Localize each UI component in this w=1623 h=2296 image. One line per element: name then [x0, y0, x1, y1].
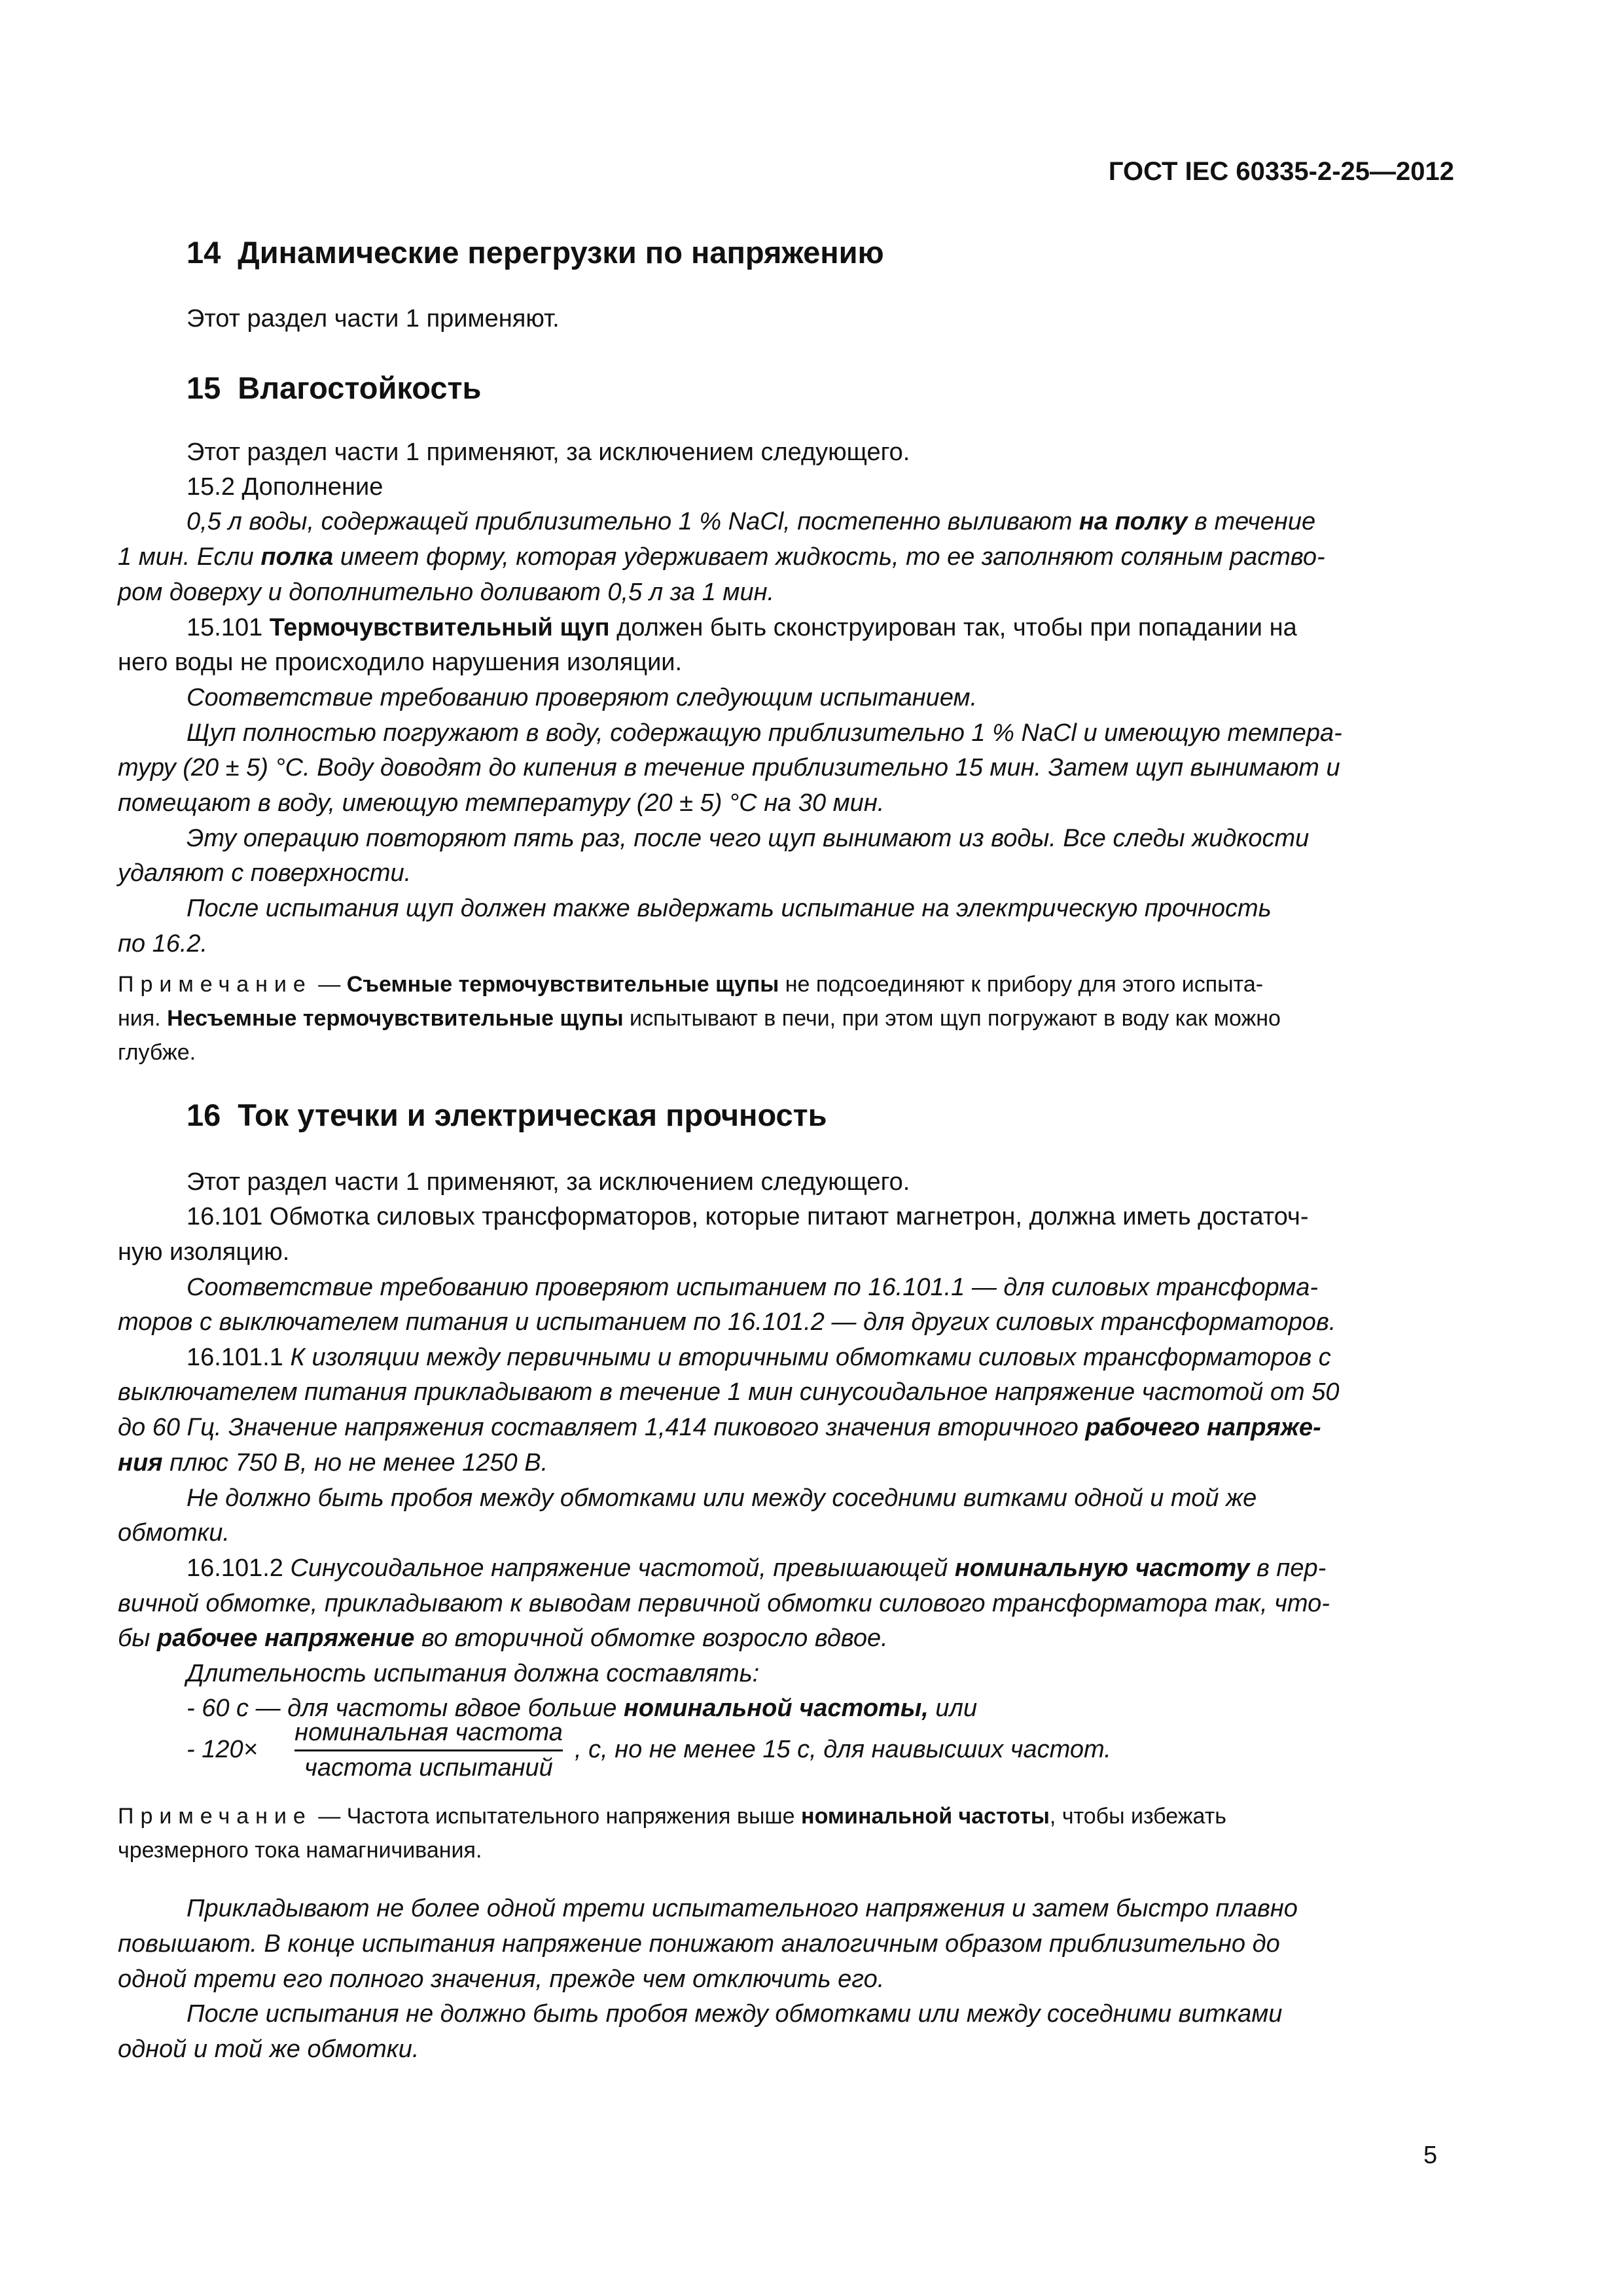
- text-line: обмотки.: [118, 1519, 230, 1547]
- section-title: Динамические перегрузки по напряжению: [238, 235, 884, 270]
- list-item-formula-prefix: - 120×: [187, 1736, 258, 1763]
- note-line: Примечание — Частота испытательного напряжения выше номинальной частоты, чтобы избежать: [118, 1804, 1226, 1829]
- text-line: Щуп полностью погружают в воду, содержащую приблизительно 1 % NaCl и имеющую темпера-: [187, 719, 1342, 747]
- note-label: Примечание: [118, 1804, 312, 1829]
- text-line: торов с выключателем питания и испытанием по 16.101.2 — для других силовых трансформаторов.: [118, 1308, 1336, 1336]
- list-item: - 60 с — для частоты вдвое больше номинальной частоты, или: [187, 1695, 978, 1722]
- text-line: удаляют с поверхности.: [118, 859, 412, 887]
- fraction-formula: [294, 1719, 563, 1782]
- fraction-denominator: частота испытаний: [304, 1754, 553, 1782]
- text-line: вичной обмотке, прикладывают к выводам первичной обмотки силового трансформатора так, что-: [118, 1590, 1330, 1617]
- paragraph: Этот раздел части 1 применяют, за исключением следующего.: [187, 439, 910, 466]
- text-line: выключателем питания прикладывают в течение 1 мин синусоидальное напряжение частотой от 50: [118, 1378, 1340, 1406]
- standard-designation: ГОСТ IEC 60335-2-25—2012: [1108, 157, 1454, 186]
- text-line: ную изоляцию.: [118, 1238, 290, 1266]
- text-line: до 60 Гц. Значение напряжения составляет 1,414 пикового значения вторичного рабочего напряже-: [118, 1414, 1321, 1441]
- text-line: После испытания щуп должен также выдержать испытание на электрическую прочность: [187, 895, 1272, 922]
- text-line: 16.101.1 К изоляции между первичными и вторичными обмотками силовых трансформаторов с: [187, 1344, 1331, 1371]
- section-14-heading: [187, 234, 884, 270]
- note-line: глубже.: [118, 1040, 196, 1065]
- text-line: одной и той же обмотки.: [118, 2036, 419, 2063]
- text-line: по 16.2.: [118, 930, 208, 958]
- text-line: Эту операцию повторяют пять раз, после чего щуп вынимают из воды. Все следы жидкости: [187, 825, 1310, 852]
- paragraph: Этот раздел части 1 применяют.: [187, 305, 560, 332]
- note-label: Примечание: [118, 972, 312, 997]
- fraction-numerator: номинальная частота: [294, 1719, 563, 1751]
- text-line: одной трети его полного значения, прежде чем отключить его.: [118, 1965, 885, 1993]
- note-line: чрезмерного тока намагничивания.: [118, 1838, 482, 1863]
- section-15-heading: [187, 370, 481, 406]
- text-line: туру (20 ± 5) °С. Воду доводят до кипения в течение приблизительно 15 мин. Затем щуп вынимают и: [118, 754, 1340, 781]
- section-number: 14: [187, 235, 221, 270]
- text-line: помещают в воду, имеющую температуру (20 ± 5) °С на 30 мин.: [118, 789, 885, 817]
- section-title: Ток утечки и электрическая прочность: [238, 1098, 827, 1132]
- text-line: 0,5 л воды, содержащей приблизительно 1 % NaCl, постепенно выливают на полку в течение: [187, 508, 1316, 535]
- text-line: 16.101.2 Синусоидальное напряжение частотой, превышающей номинальную частоту в пер-: [187, 1554, 1327, 1582]
- text-line: него воды не происходило нарушения изоляции.: [118, 649, 683, 676]
- section-number: 16: [187, 1098, 221, 1132]
- text-line: повышают. В конце испытания напряжение понижают аналогичным образом приблизительно до: [118, 1930, 1280, 1958]
- text-line: ром доверху и дополнительно доливают 0,5 л за 1 мин.: [118, 579, 775, 606]
- text-line: Соответствие требованию проверяют испытанием по 16.101.1 — для силовых трансформа-: [187, 1274, 1318, 1301]
- text-line: 1 мин. Если полка имеет форму, которая удерживает жидкость, то ее заполняют соляным раство-: [118, 543, 1325, 571]
- text-line: После испытания не должно быть пробоя между обмотками или между соседними витками: [187, 2000, 1283, 2028]
- section-title: Влагостойкость: [238, 370, 482, 405]
- text-line: 16.101 Обмотка силовых трансформаторов, которые питают магнетрон, должна иметь достаточ-: [187, 1203, 1309, 1230]
- note-line: Примечание — Съемные термочувствительные щупы не подсоединяют к прибору для этого испыта-: [118, 972, 1264, 997]
- text-line: Не должно быть пробоя между обмотками или между соседними витками одной и той же: [187, 1484, 1257, 1512]
- subclause-heading: 15.2 Дополнение: [187, 473, 383, 501]
- text-line: 15.101 Термочувствительный щуп должен быть сконструирован так, чтобы при попадании на: [187, 614, 1297, 641]
- section-16-heading: [187, 1097, 827, 1133]
- text-line: Соответствие требованию проверяют следующим испытанием.: [187, 684, 978, 711]
- note-line: ния. Несъемные термочувствительные щупы испытывают в печи, при этом щуп погружают в воду как можно: [118, 1006, 1281, 1031]
- list-item-formula-suffix: , с, но не менее 15 с, для наивысших частот.: [575, 1736, 1111, 1763]
- text-line: ния плюс 750 В, но не менее 1250 В.: [118, 1449, 548, 1477]
- text-line: Прикладывают не более одной трети испытательного напряжения и затем быстро плавно: [187, 1895, 1298, 1922]
- page-number: 5: [1423, 2142, 1438, 2169]
- text-line: бы рабочее напряжение во вторичной обмотке возросло вдвое.: [118, 1624, 888, 1652]
- paragraph: Этот раздел части 1 применяют, за исключением следующего.: [187, 1168, 910, 1196]
- section-number: 15: [187, 370, 221, 405]
- text-line: Длительность испытания должна составлять:: [187, 1660, 760, 1687]
